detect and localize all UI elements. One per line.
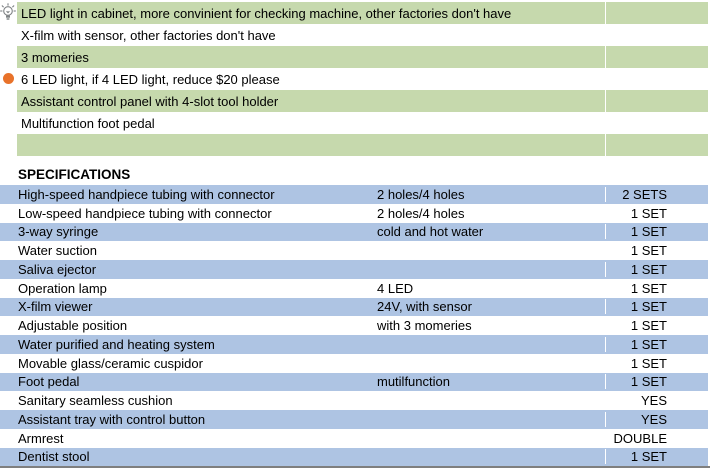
feature-row-gutter	[0, 134, 17, 156]
spec-table-row	[0, 279, 708, 298]
spec-detail-cell: cold and hot water	[377, 224, 484, 240]
spec-item-cell: Operation lamp	[18, 280, 107, 296]
spec-detail-cell: with 3 momeries	[377, 318, 472, 334]
spec-qty-cell: 1 SET	[630, 355, 667, 371]
spec-qty-cell: 1 SET	[630, 205, 667, 221]
spec-item-cell: Armrest	[18, 430, 64, 446]
spec-detail-cell: 2 holes/4 holes	[377, 186, 465, 202]
feature-row	[0, 90, 713, 112]
feature-cell	[17, 112, 605, 134]
spec-qty-cell: 1 SET	[630, 318, 667, 334]
spec-item-cell: Dentist stool	[18, 449, 90, 465]
spec-qty-cell: DOUBLE	[613, 430, 667, 446]
feature-text: Multifunction foot pedal	[21, 115, 155, 131]
spec-item-cell: Assistant tray with control button	[18, 411, 206, 427]
spec-qty-cell: 1 SET	[605, 337, 708, 352]
feature-row-gutter	[0, 90, 17, 112]
lightbulb-icon	[0, 3, 16, 21]
feature-row-gutter	[0, 112, 17, 134]
spec-table-row	[0, 373, 708, 392]
spec-item-cell: Foot pedal	[18, 374, 80, 390]
spec-item-cell: Adjustable position	[18, 318, 128, 334]
feature-row	[0, 2, 713, 24]
spec-table-row	[0, 204, 708, 223]
feature-cell-tail	[605, 68, 708, 90]
feature-cell	[17, 90, 605, 112]
feature-row	[0, 46, 713, 68]
spec-item-cell: Saliva ejector	[18, 261, 97, 277]
feature-cell	[17, 68, 605, 90]
spec-qty-cell: 1 SET	[605, 224, 708, 239]
feature-cell	[17, 24, 605, 46]
spec-detail-cell: 4 LED	[377, 280, 414, 296]
spec-qty-cell: 1 SET	[605, 374, 708, 389]
feature-text: LED light in cabinet, more convinient for checking machine, other factories don't have	[21, 5, 512, 21]
spec-detail-cell: mutilfunction	[377, 374, 450, 390]
table-bottom-border	[0, 466, 710, 468]
feature-cell-tail	[605, 24, 708, 46]
specifications-title: SPECIFICATIONS	[18, 167, 131, 182]
feature-text: Assistant control panel with 4-slot tool holder	[21, 93, 279, 109]
feature-row	[0, 68, 713, 90]
feature-cell-tail	[605, 46, 708, 68]
feature-text: 6 LED light, if 4 LED light, reduce $20 please	[21, 71, 280, 87]
feature-cell	[17, 134, 605, 156]
spec-qty-cell: YES	[640, 393, 667, 409]
spec-table-row	[0, 316, 708, 335]
spec-item-cell: Water purified and heating system	[18, 336, 215, 352]
spec-table-row	[0, 241, 708, 260]
spec-qty-cell: 1 SET	[630, 280, 667, 296]
spec-table-row	[0, 185, 708, 204]
spec-item-cell: High-speed handpiece tubing with connector	[18, 186, 275, 202]
spec-table-row	[0, 448, 708, 467]
spec-table-row	[0, 223, 708, 242]
spec-qty-cell: 1 SET	[605, 299, 708, 314]
spec-qty-cell: 1 SET	[605, 262, 708, 277]
spec-table-row	[0, 298, 708, 317]
feature-row	[0, 134, 713, 156]
spec-detail-cell: 2 holes/4 holes	[377, 205, 465, 221]
spec-qty-cell: 1 SET	[630, 243, 667, 259]
spec-table-row	[0, 391, 708, 410]
feature-text: 3 momeries	[21, 49, 89, 65]
spec-item-cell: X-film viewer	[18, 299, 93, 315]
spec-table-row	[0, 354, 708, 373]
spec-item-cell: Low-speed handpiece tubing with connector	[18, 205, 272, 221]
feature-cell-tail	[605, 90, 708, 112]
spec-item-cell: Water suction	[18, 243, 97, 259]
feature-row-gutter	[0, 24, 17, 46]
feature-list	[0, 0, 713, 156]
spec-item-cell: 3-way syringe	[18, 224, 99, 240]
orange-dot-icon	[3, 73, 14, 84]
spec-qty-cell: 1 SET	[605, 449, 708, 464]
spec-table-row	[0, 335, 708, 354]
spec-table-row	[0, 429, 708, 448]
spec-item-cell: Sanitary seamless cushion	[18, 393, 173, 409]
specifications-title-row	[0, 156, 713, 185]
specifications-table	[0, 185, 713, 466]
feature-row-gutter	[0, 46, 17, 68]
feature-cell-tail	[605, 112, 708, 134]
spec-qty-cell: 2 SETS	[605, 187, 708, 202]
feature-text: X-film with sensor, other factories don't have	[21, 27, 276, 43]
spec-table-row	[0, 260, 708, 279]
feature-cell	[17, 46, 605, 68]
feature-cell-tail	[605, 134, 708, 156]
feature-row	[0, 24, 713, 46]
spec-table-row	[0, 410, 708, 429]
feature-cell	[17, 2, 605, 24]
spec-item-cell: Movable glass/ceramic cuspidor	[18, 355, 203, 371]
spec-detail-cell: 24V, with sensor	[377, 299, 472, 315]
feature-cell-tail	[605, 2, 708, 24]
spec-qty-cell: YES	[605, 412, 708, 427]
feature-row	[0, 112, 713, 134]
